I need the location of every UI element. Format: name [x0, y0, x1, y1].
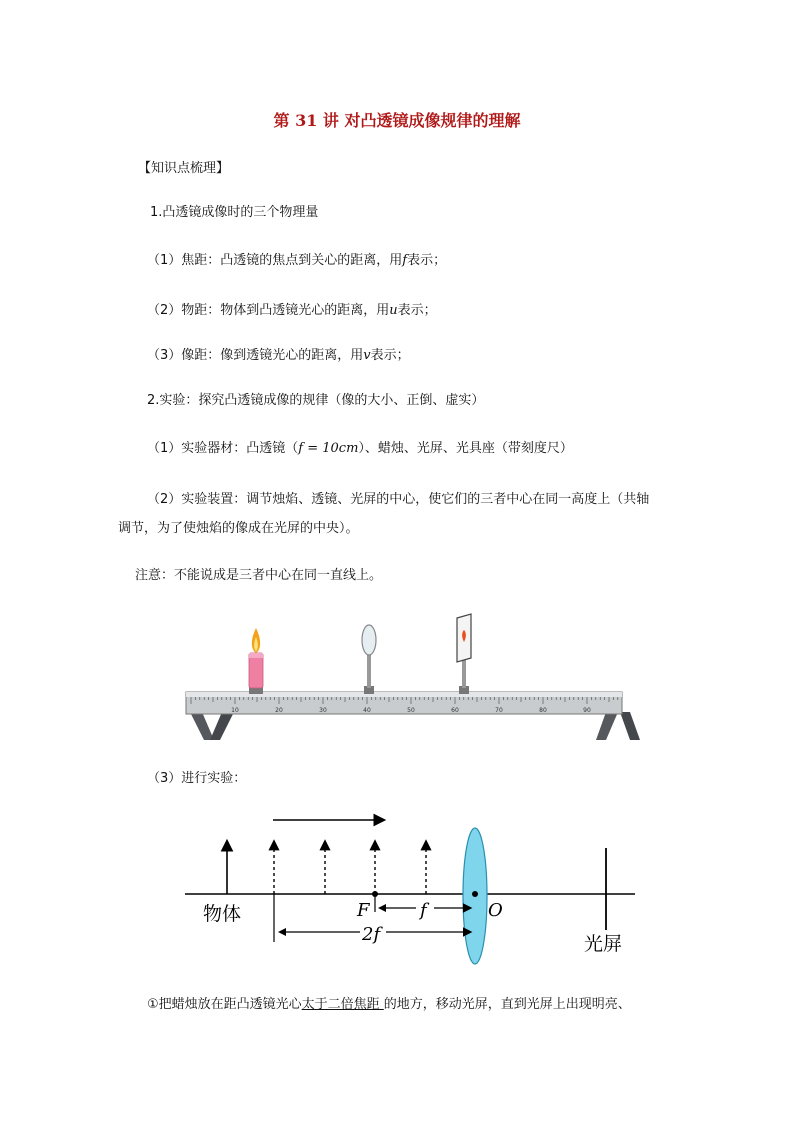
section-header: 【知识点梳理】: [138, 161, 230, 176]
scale-label: 80: [539, 707, 547, 714]
label-optical-center: O: [488, 900, 503, 921]
focal-value: f = 10cm: [298, 441, 359, 456]
item-text: （1）焦距：凸透镜的焦点到关心的距离，用: [147, 253, 403, 268]
scale-label: 60: [451, 707, 459, 714]
item-text: 表示；: [370, 348, 410, 363]
item-conduct-experiment: （3）进行实验：: [147, 771, 247, 786]
section-2-heading: 2.实验：探究凸透镜成像的规律（像的大小、正倒、虚实）: [147, 393, 485, 408]
scale-label: 90: [583, 707, 591, 714]
note-text: 注意：不能说成是三者中心在同一直线上。: [135, 568, 383, 583]
item-text: （1）实验器材：凸透镜（: [147, 441, 299, 456]
label-screen: 光屏: [584, 933, 623, 955]
step-text: ①把蜡烛放在距凸透镜光心: [147, 997, 302, 1012]
label-f: f: [420, 900, 427, 921]
label-focus: F: [357, 900, 370, 921]
step-1-text: [147, 996, 631, 1014]
scale-label: 70: [495, 707, 503, 714]
scale-label: 10: [231, 707, 239, 714]
var-f: f: [402, 253, 408, 268]
scale-label: 50: [407, 707, 415, 714]
step-underlined: 太于二倍焦距: [301, 997, 384, 1012]
var-v: v: [363, 348, 371, 363]
label-object: 物体: [203, 903, 242, 925]
item-text: （3）像距：像到透镜光心的距离，用: [147, 348, 364, 363]
item-setup-line2: 调节，为了使烛焰的像成在光屏的中央）。: [118, 521, 359, 536]
item-text: ）、蜡烛、光屏、光具座（带刻度尺）: [358, 441, 573, 456]
item-setup-line1: （2）实验装置：调节烛焰、透镜、光屏的中心，使它们的三者中心在同一高度上（共轴: [147, 492, 650, 507]
scale-label: 40: [363, 707, 371, 714]
label-2f: 2f: [362, 924, 381, 945]
item-text: 表示；: [407, 253, 447, 268]
page-title: 第 31 讲 对凸透镜成像规律的理解: [273, 111, 521, 130]
dim-2f-arrowhead: [278, 928, 286, 936]
var-u: u: [389, 303, 398, 318]
item-text: （2）物距：物体到凸透镜光心的距离，用: [147, 303, 390, 318]
item-text: 表示；: [397, 303, 437, 318]
step-text: 的地方，移动光屏，直到光屏上出现明亮、: [383, 997, 631, 1012]
section-1-heading: 1.凸透镜成像时的三个物理量: [150, 205, 319, 220]
optical-center: [472, 891, 478, 897]
scale-label: 20: [275, 707, 283, 714]
dim-f-arrowhead: [378, 904, 386, 912]
scale-label: 30: [319, 707, 327, 714]
